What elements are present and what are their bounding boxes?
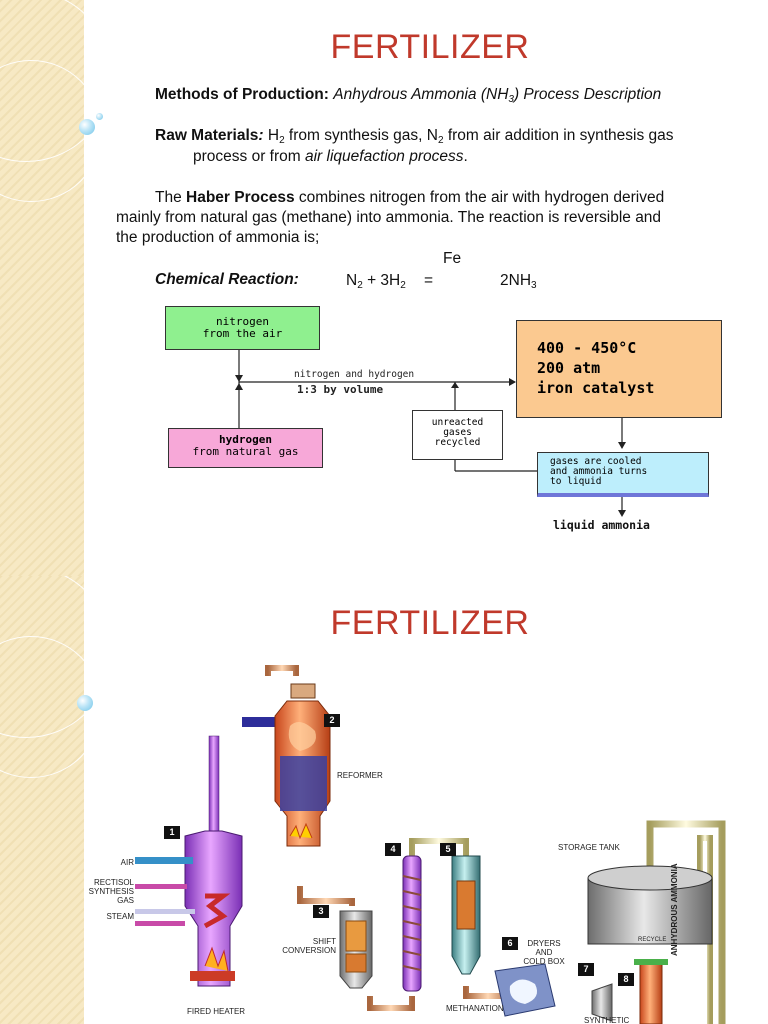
anhydrous-ammonia-label: ANHYDROUS AMMONIA: [670, 863, 679, 956]
reaction-label: Chemical Reaction:: [155, 271, 299, 288]
storage-tank-label: STORAGE TANK: [558, 843, 620, 852]
dryers-cold-box-label: DRYERS AND COLD BOX: [523, 939, 565, 966]
shift-conversion-label: SHIFT CONVERSION: [282, 937, 336, 955]
fired-heater-label: FIRED HEATER: [187, 1007, 246, 1016]
step-number-5: 5: [440, 843, 456, 856]
reaction-reactants: $N_2 + 3H_2$: [346, 272, 406, 291]
mix-label-2: 1:3 by volume: [297, 383, 384, 396]
synthetic-label: SYNTHETIC: [584, 1016, 630, 1024]
rectisol-label: RECTISOL SYNTHESIS GAS: [88, 878, 134, 905]
liquid-ammonia-label: liquid ammonia: [553, 518, 650, 532]
haber-paragraph-line-2: mainly from natural gas (methane) into ammonia. The reaction is reversible and: [116, 209, 662, 226]
mix-label-1: nitrogen and hydrogen: [294, 369, 415, 380]
haber-paragraph-line-1: The Haber Process combines nitrogen from the air with hydrogen derived: [155, 189, 665, 206]
raw-materials-line: Raw Materials: $H_2$ from synthesis gas, $N_2$ from air addition in synthesis gas: [155, 127, 674, 146]
catalyst-fe: Fe: [443, 250, 462, 267]
reaction-product: $2NH_3$: [500, 272, 537, 291]
raw-materials-label: Raw Materials: [155, 127, 259, 144]
reaction-equals: =: [424, 272, 434, 289]
cooler-box: gases are cooled and ammonia turns to liquid: [537, 452, 709, 497]
slide-2: [0, 576, 768, 1024]
step-number-4: 4: [385, 843, 401, 856]
nitrogen-source-box: nitrogen from the air: [165, 306, 320, 350]
unreacted-gases-box: unreacted gases recycled: [412, 410, 503, 460]
ammonia-plant-illustration: [0, 576, 768, 1024]
hydrogen-source-box: hydrogen from natural gas: [168, 428, 323, 468]
recycle-label: RECYCLE: [638, 937, 667, 943]
slide-title: FERTILIZER: [330, 604, 530, 642]
step-number-6: 6: [502, 937, 518, 950]
steam-label: STEAM: [106, 912, 134, 921]
raw-materials-line-2: process or from air liquefaction process.: [193, 148, 468, 165]
step-number-7: 7: [578, 963, 594, 976]
step-number-3: 3: [313, 905, 329, 918]
reactor-conditions-box: 400 - 450°C 200 atm iron catalyst: [516, 320, 722, 418]
slide-title: FERTILIZER: [330, 28, 530, 66]
methods-value: Anhydrous Ammonia $(NH_3)$ Process Description: [333, 86, 662, 105]
step-number-1: 1: [164, 826, 180, 839]
haber-paragraph-line-3: the production of ammonia is;: [116, 229, 320, 246]
methanation-label: METHANATION: [446, 1004, 504, 1013]
step-number-8: 8: [618, 973, 634, 986]
reformer-label: REFORMER: [337, 771, 383, 780]
air-label: AIR: [120, 858, 134, 867]
methods-label: Methods of Production:: [155, 86, 329, 103]
step-number-2: 2: [324, 714, 340, 727]
